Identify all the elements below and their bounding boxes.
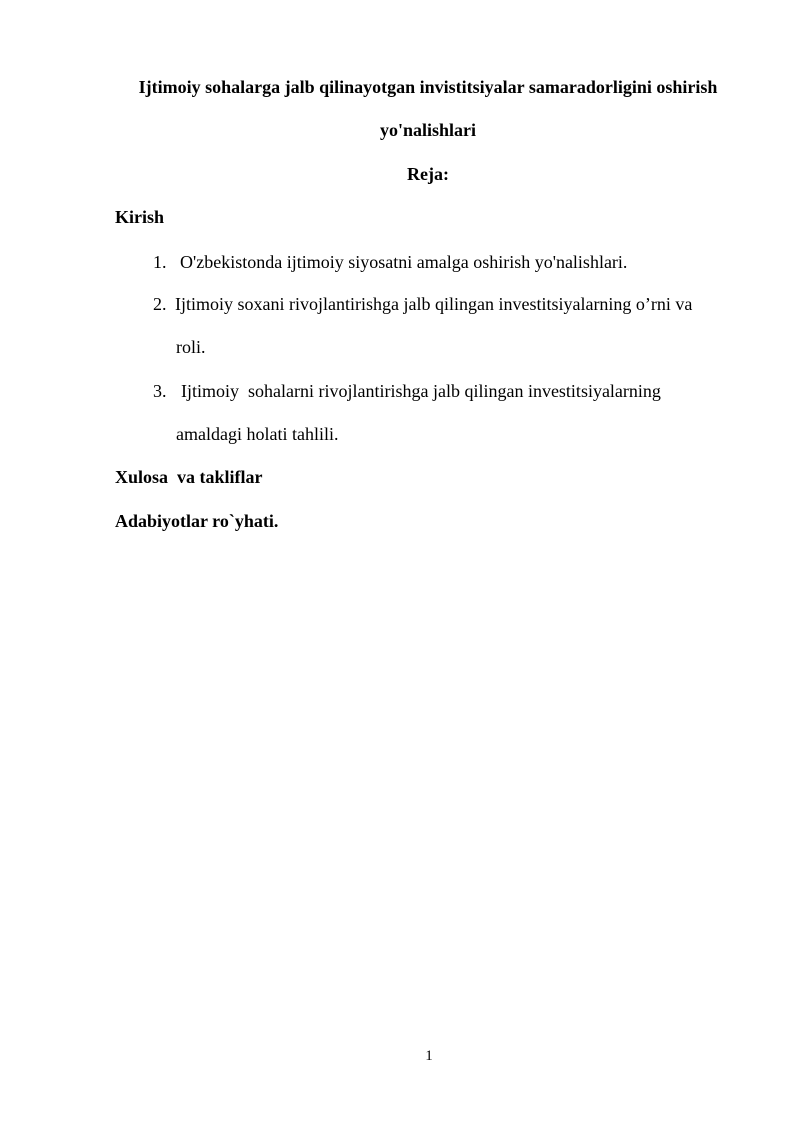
plan-heading: Reja: bbox=[407, 164, 449, 184]
list-item-text: Ijtimoiy soxani rivojlantirishga jalb qilingan investitsiyalarning o’rni va bbox=[175, 294, 693, 314]
list-item-text: Ijtimoiy sohalarni rivojlantirishga jalb qilingan investitsiyalarning bbox=[181, 381, 661, 401]
list-item-number: 3. bbox=[153, 381, 167, 401]
list-item-continuation: amaldagi holati tahlili. bbox=[176, 424, 339, 444]
list-item-number: 1. bbox=[153, 252, 167, 272]
list-item-continuation: roli. bbox=[176, 337, 206, 357]
list-item bbox=[153, 251, 627, 273]
list-item bbox=[153, 293, 692, 315]
intro-heading: Kirish bbox=[115, 207, 165, 227]
page-number: 1 bbox=[425, 1048, 433, 1064]
references-heading: Adabiyotlar ro`yhati. bbox=[115, 511, 279, 531]
document-title-line-2: yo'nalishlari bbox=[379, 120, 477, 140]
conclusion-heading: Xulosa va takliflar bbox=[115, 467, 263, 487]
list-item-text: O'zbekistonda ijtimoiy siyosatni amalga oshirish yo'nalishlari. bbox=[180, 252, 628, 272]
document-title-line-1: Ijtimoiy sohalarga jalb qilinayotgan invistitsiyalar samaradorligini oshirish bbox=[138, 77, 718, 97]
list-item bbox=[153, 380, 661, 402]
list-item-number: 2. bbox=[153, 294, 167, 314]
